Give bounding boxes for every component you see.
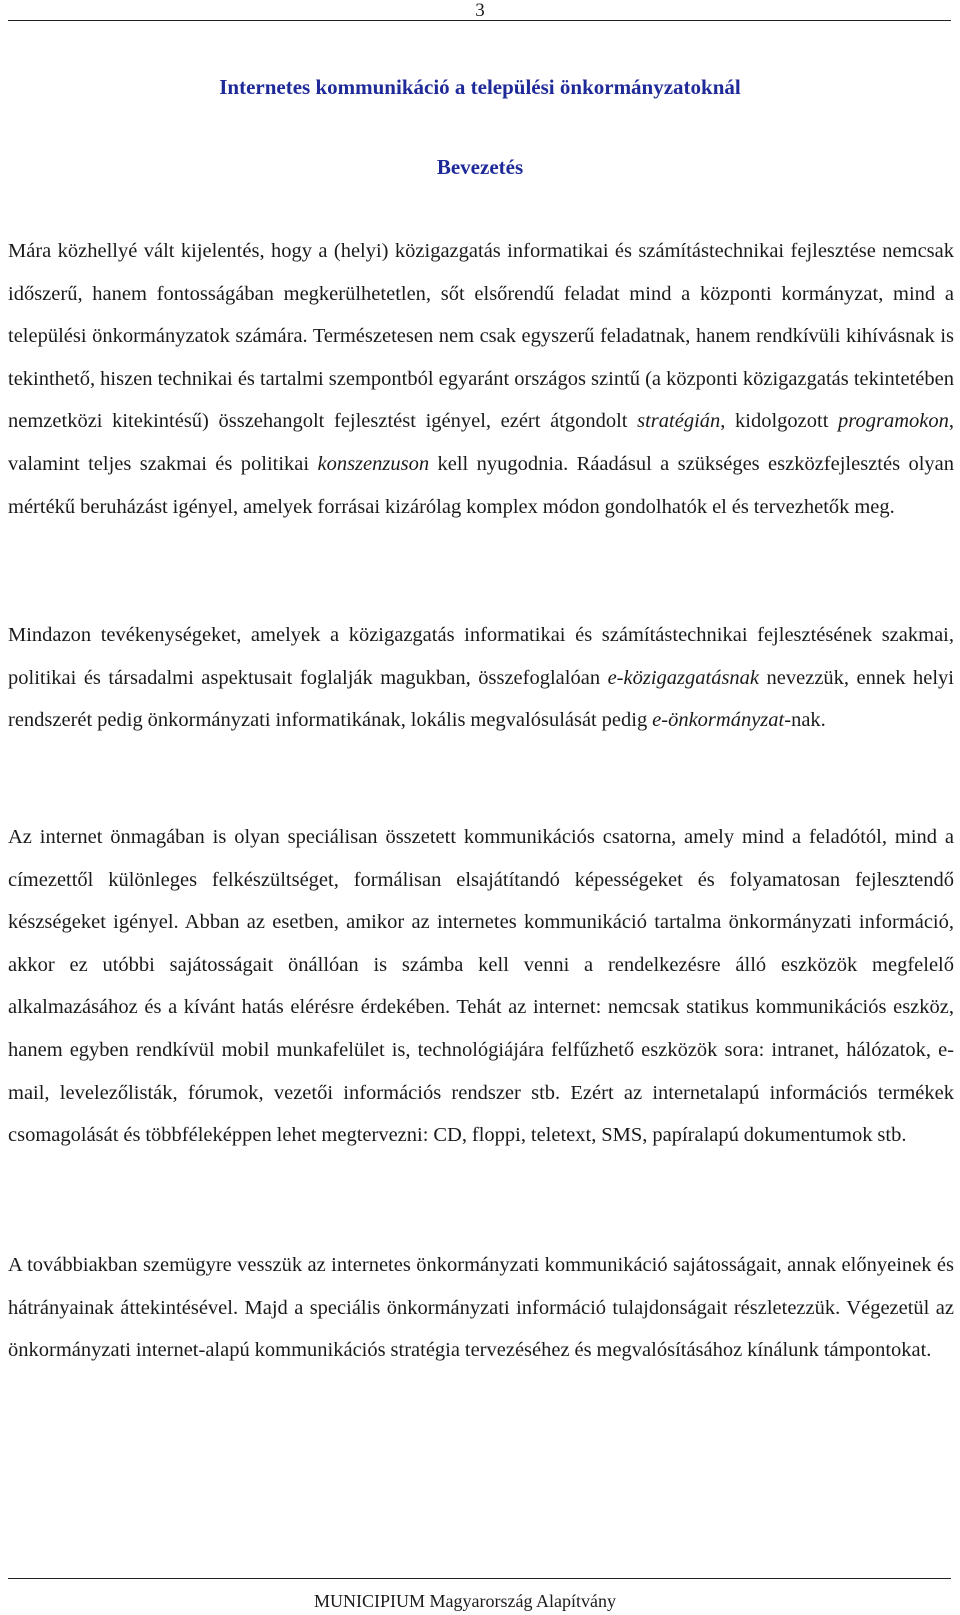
paragraph-2	[8, 614, 954, 742]
emphasis-konszenzuson: konszenzuson	[317, 452, 430, 475]
emphasis-e-onkormanyzat: e-önkormányzat	[652, 709, 785, 732]
paragraph-4: A továbbiakban szemügyre vesszük az internetes önkormányzati kommunikáció sajátosságait, annak előnyeinek és hátrányainak áttekintésével. Majd a speciális önkormányzati információ tulajdonságait részletezzük. Végezetül az önkormányzati internet-alapú kommunikációs stratégia tervezéséhez és megvalósításához kínálunk támpontokat.	[8, 1254, 954, 1362]
paragraph-2-text-a: Mindazon tevékenységeket, amelyek a közigazgatás informatikai és számítástechnikai fejlesztésének szakmai, politikai és társadalmi aspektusait foglalják magukban, összefoglalóan	[8, 624, 954, 689]
emphasis-programokon: programokon	[838, 410, 949, 433]
paragraph-2-text-e: -nak.	[784, 709, 826, 732]
paragraph-1	[8, 230, 954, 528]
paragraph-1-text-a: Mára közhellyé vált kijelentés, hogy a (helyi) közigazgatás informatikai és számítástechnikai fejlesztése nemcsak időszerű, hanem fontosságában megkerülhetetlen, sőt elsőrendű feladat mind a központi kormányzat, mind a települési önkormányzatok számára. Természetesen nem csak egyszerű feladatnak, hanem rendkívüli kihívásnak is tekinthető, hiszen technikai és tartalmi szempontból egyaránt országos szintű (a központi közigazgatás tekintetében nemzetközi kitekintésű) összehangolt fejlesztést igényel, ezért átgondolt	[8, 240, 954, 433]
document-title: Internetes kommunikáció a települési önkormányzatoknál	[219, 75, 741, 99]
page-number: 3	[475, 0, 485, 21]
emphasis-strategian: stratégián	[637, 410, 721, 433]
emphasis-e-kozigazgatasnak: e-közigazgatásnak	[607, 666, 760, 689]
header-rule	[8, 20, 951, 21]
paragraph-1-text-e: , valamint teljes szakmai és politikai	[8, 410, 954, 475]
paragraph-2-text-c: nevezzük, ennek helyi rendszerét pedig önkormányzati informatikának, lokális megvalósulását pedig	[8, 666, 954, 732]
section-heading: Bevezetés	[436, 155, 524, 179]
footer-rule	[8, 1578, 951, 1579]
paragraph-3: Az internet önmagában is olyan speciálisan összetett kommunikációs csatorna, amely mind a feladótól, mind a címezettől különleges felkészültséget, formálisan elsajátítandó képességeket és folyamatosan fejlesztendő készségeket igényel. Abban az esetben, amikor az internetes kommunikáció tartalma önkormányzati információ, akkor ez utóbbi sajátosságait önállóan is számba kell venni a rendelkezésre álló eszközök megfelelő alkalmazásához és a kívánt hatás elérésre érdekében. Tehát az internet: nemcsak statikus kommunikációs eszköz, hanem egyben rendkívül mobil munkafelület is, technológiájára felfűzhető eszközök sora: intranet, hálózatok, e-mail, levelezőlisták, fórumok, vezetői információs rendszer stb. Ezért az internetalapú információs termékek csomagolását és többféleképpen lehet megtervezni: CD, floppi, teletext, SMS, papíralapú dokumentumok stb.	[8, 826, 954, 1147]
paragraph-1-text-g: kell nyugodnia. Ráadásul a szükséges eszközfejlesztés olyan mértékű beruházást igényel, amelyek forrásai kizárólag komplex módon gondolhatók el és tervezhetők meg.	[8, 452, 954, 518]
paragraph-1-text-c: , kidolgozott	[720, 410, 839, 433]
footer-organization: MUNICIPIUM Magyarország Alapítvány	[314, 1591, 616, 1611]
